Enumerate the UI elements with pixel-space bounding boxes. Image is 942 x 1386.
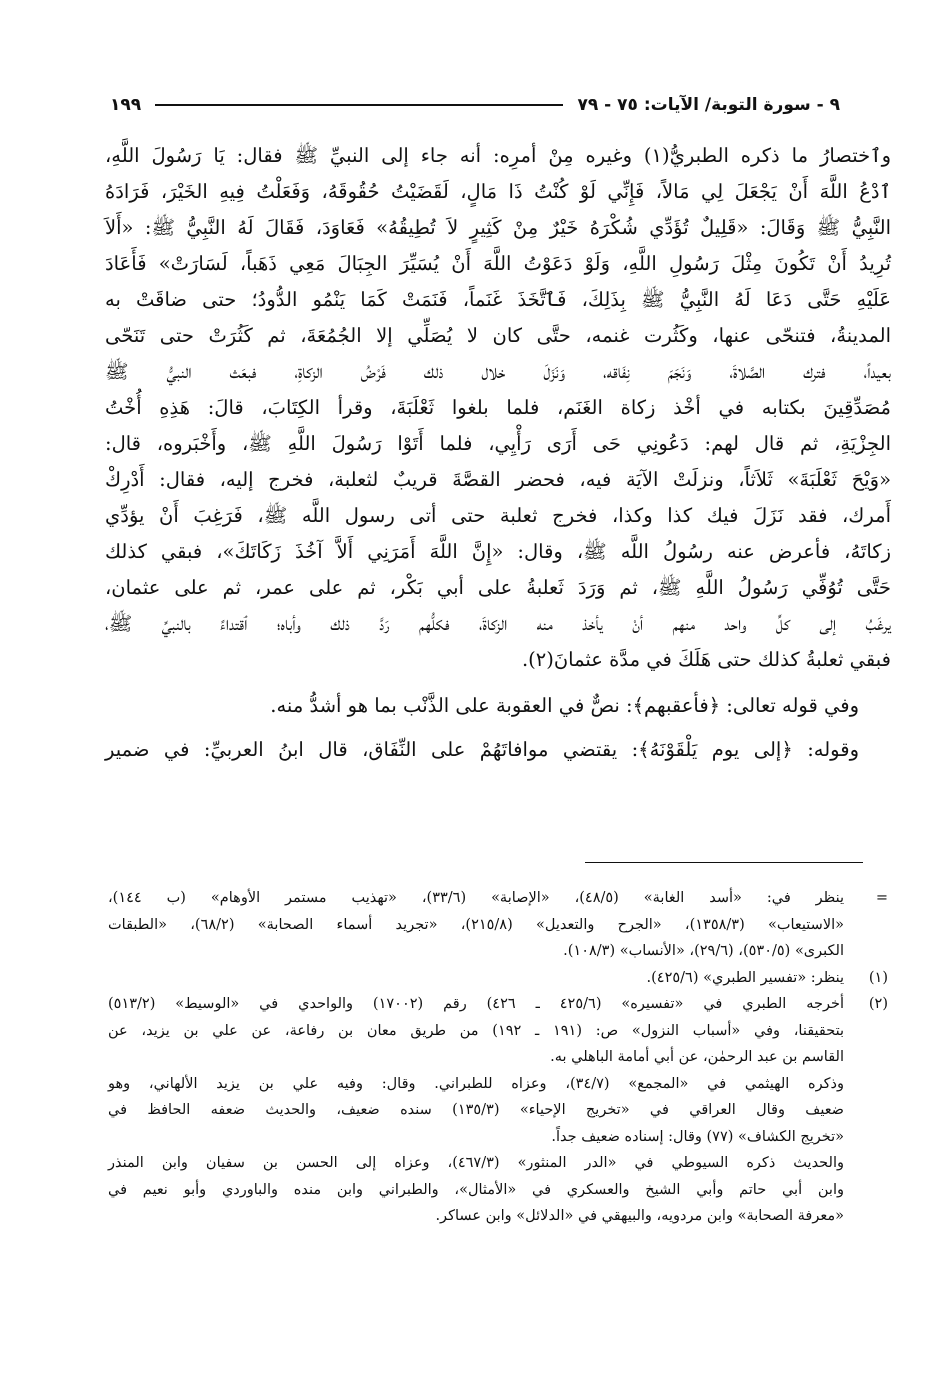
footnote-line: بتحقيقنا، وفي «أسباب النزول» ص: (١٩١ ـ ١٩٢) من طريق معان بن رفاعة، عن علي بن يزيد، عن — [108, 1022, 845, 1039]
footnote-line: «معرفة الصحابة» وابن مردويه، والبيهقي في «الدلائل» وابن عساكر. — [435, 1208, 844, 1224]
footnote-marker: = — [875, 890, 888, 906]
text-line: بعيداً، فترك الصَّلاةَ، وَنَجَمَ نِفَاقه، وَنَزَلَ خلال ذلك فَرْضُ الزكاةِ، فبعَث النبيُّ ﷺ — [105, 360, 891, 383]
footnote-line: ضعيف وقال العراقي في «تخريج الإحياء» (١٣٥/٣) سنده ضعيف، والحديث ضعفه الحافظ في — [108, 1102, 844, 1118]
text-line: فبقي ثعلبةُ كذلك حتى هَلَكَ في مدَّة عثمانَ(٢). — [521, 648, 891, 671]
footnote-line: «تخريج الكشاف» (٧٧) وقال: إسناده ضعيف جداً. — [551, 1128, 844, 1145]
text-line: المدينةُ، فتنحّى عنها، وكَثُرت غنمه، حتَّى كان لا يُصَلِّي إلا الجُمُعَةَ، ثم كَثُرَتْ حتى تَنَحّى — [105, 324, 891, 347]
footnote-separator — [585, 862, 863, 863]
text-line: ٱدْعُ اللَّهَ أَنْ يَجْعَلَ لِي مَالاً، فَإِنِّي لَوْ كُنْتُ ذَا مَالٍ، لَقَضَيْتُ حُقُوقَهُ، وَفَعَلْتُ فِيهِ الخَيْرَ، فَرَادَهُ — [105, 180, 891, 203]
footnote — [108, 991, 888, 1230]
footnote-line: أخرجه الطبري في «تفسيره» (٤٢٥/٦ ـ ٤٢٦) رقم (١٧٠٠٢) والواحدي في «الوسيط» (٥١٣/٢) — [108, 996, 844, 1012]
footnote-line: وابن أبي حاتم وأبي الشيخ والعسكري في «الأمثال»، والطبراني وابن منده والباوردي وأبو نعيم في — [108, 1181, 844, 1198]
paragraph-fa-aqabahum — [105, 688, 891, 724]
header-rule — [155, 104, 563, 106]
text-line: وقوله: ﴿إلى يوم يَلْقَوْنَهُ﴾: يقتضي موافاتَهُمْ على النِّفَاق، قال ابنُ العربيِّ: في ضمير — [105, 738, 859, 761]
text-line: مُصَدِّقِينَ بكتابه في أخْذ زكاة الغَنَم، فلما بلغوا ثَعْلَبَةَ، وقرأ الكِتَابَ، قالَ: هَذِهِ أُخْتُ — [105, 396, 891, 419]
text-line: «وَيْحَ ثَعْلَبَةَ» ثَلاَثاً، ونزلَتْ الآيَة فيه، فحضر القصَّةَ قريبٌ لثعلبة، فخرج إليه، فقال: أَدْرِكْ — [105, 468, 891, 491]
text-line: عَلَيْهِ حَتَّى دَعَا لَهُ النَّبِيُّ ﷺ بِذَلِكَ، فَٱتَّخَذَ غَنَماً، فَنَمَتْ كَمَا يَنْمُو الدُّودُ؛ حتى ضاقَتْ به — [105, 288, 891, 311]
footnote-marker: (٢) — [868, 996, 888, 1012]
text-line: وفي قوله تعالى: ﴿فأعقبهم﴾: نصٌّ في العقوبة على الذَّنْب بما هو أشدُّ منه. — [270, 694, 859, 717]
footnote-line: ينظر في: «أسد الغابة» (٤٨/٥)، «الإصابة» (٣٣/٦)، «تهذيب مستمر الأوهام» (ب ١٤٤)، — [108, 890, 844, 906]
paragraph-ila-yawm — [105, 732, 891, 768]
text-line: النَّبِيُّ ﷺ وَقَالَ: «قَلِيلٌ تُؤَدِّي شُكْرَهُ خَيْرٌ مِنْ كَثِيرٍ لاَ تُطِيقُهُ» فَعَاوَدَ، فَقَالَ لَهُ النَّبِيُّ ﷺ: «أَلاَ — [105, 216, 891, 239]
text-line: وٱختصارُ ما ذكره الطبريُّ(١) وغيره مِنْ أمرِه: أنه جاء إلى النبيِّ ﷺ فقال: يَا رَسُولَ اللَّهِ، — [105, 144, 891, 167]
footnote-line: «الاستيعاب» (١٣٥٨/٣)، «الجرح والتعديل» (٢١٥/٨)، «تجريد أسماء الصحابة» (٦٨/٢)، «الطبقات — [108, 916, 844, 933]
footnote — [108, 885, 888, 965]
page-number: ١٩٩ — [110, 95, 142, 115]
main-text — [105, 138, 891, 768]
text-line: الجِزْيَةِ، ثم قال لهم: دَعُونِي حَى أَرَى رَأْيِي، فلما أَتَوْا رَسُولَ اللَّهِ ﷺ، وأَخْبَروه، قال: — [105, 432, 891, 455]
footnote-marker: (١) — [868, 969, 888, 986]
footnote-line: الكبرى» (٥٣٠/٥)، (٢٩/٦)، «الأنساب» (١٠٨/٣). — [563, 943, 844, 959]
footnote-line: والحديث ذكره السيوطي في «الدر المنثور» (٤٦٧/٣)، وعزاه إلى الحسن بن سفيان وابن المنذر — [108, 1155, 844, 1171]
text-line: يرغَبُ إلى كلِّ واحد منهم أنْ يأخذ منه الزكاةَ، فكلُّهم رَدَّ ذلك وأباه؛ ٱقتداءً بالنبيِّ ﷺ، — [105, 612, 891, 635]
footnote-line: القاسم بن عبد الرحمٰن، عن أبي أمامة الباهلي به. — [550, 1049, 844, 1065]
footnote — [108, 965, 888, 992]
text-line: زكاتَهُ، فأعرض عنه رسُولُ اللَّه ﷺ، وقال: «إِنَّ اللَّهَ أَمَرَنِي أَلاَّ آخُذَ زَكَاتَكَ»، فبقي كذلك — [105, 540, 891, 563]
running-header — [110, 90, 840, 120]
footnotes — [108, 885, 888, 1230]
chapter-title: ٩ - سورة التوبة/ الآيات: ٧٥ - ٧٩ — [577, 95, 840, 115]
text-line: تُرِيدُ أَنْ تَكُونَ مِثْلَ رَسُولِ اللَّهِ، وَلَوْ دَعَوْتُ اللَّهَ أَنْ يُسَيِّرَ الجِبَالَ مَعِي ذَهَباً، لَسَارَتْ» فَأَعَادَ — [105, 252, 891, 275]
main-paragraph — [105, 138, 891, 678]
text-line: حَتَّى تُوُفِّي رَسُولُ اللَّهِ ﷺ، ثم وَرَدَ ثَعلبةُ على أبي بَكْر، ثم على عمر، ثم على عثمان، — [105, 576, 891, 599]
footnote-line: ينظر: «تفسير الطبري» (٤٢٥/٦). — [646, 969, 844, 986]
footnote-line: وذكره الهيثمي في «المجمع» (٣٤/٧)، وعزاه للطبراني. وقال: وفيه علي بن يزيد الألهاني، وهو — [108, 1075, 844, 1092]
text-line: أَمرك، فقد نَزَلَ فيك كذا وكذا، فخرج ثعلبة حتى أتى رسول اللَّه ﷺ، فَرَغِبَ أَنْ يؤدِّي — [105, 504, 891, 527]
